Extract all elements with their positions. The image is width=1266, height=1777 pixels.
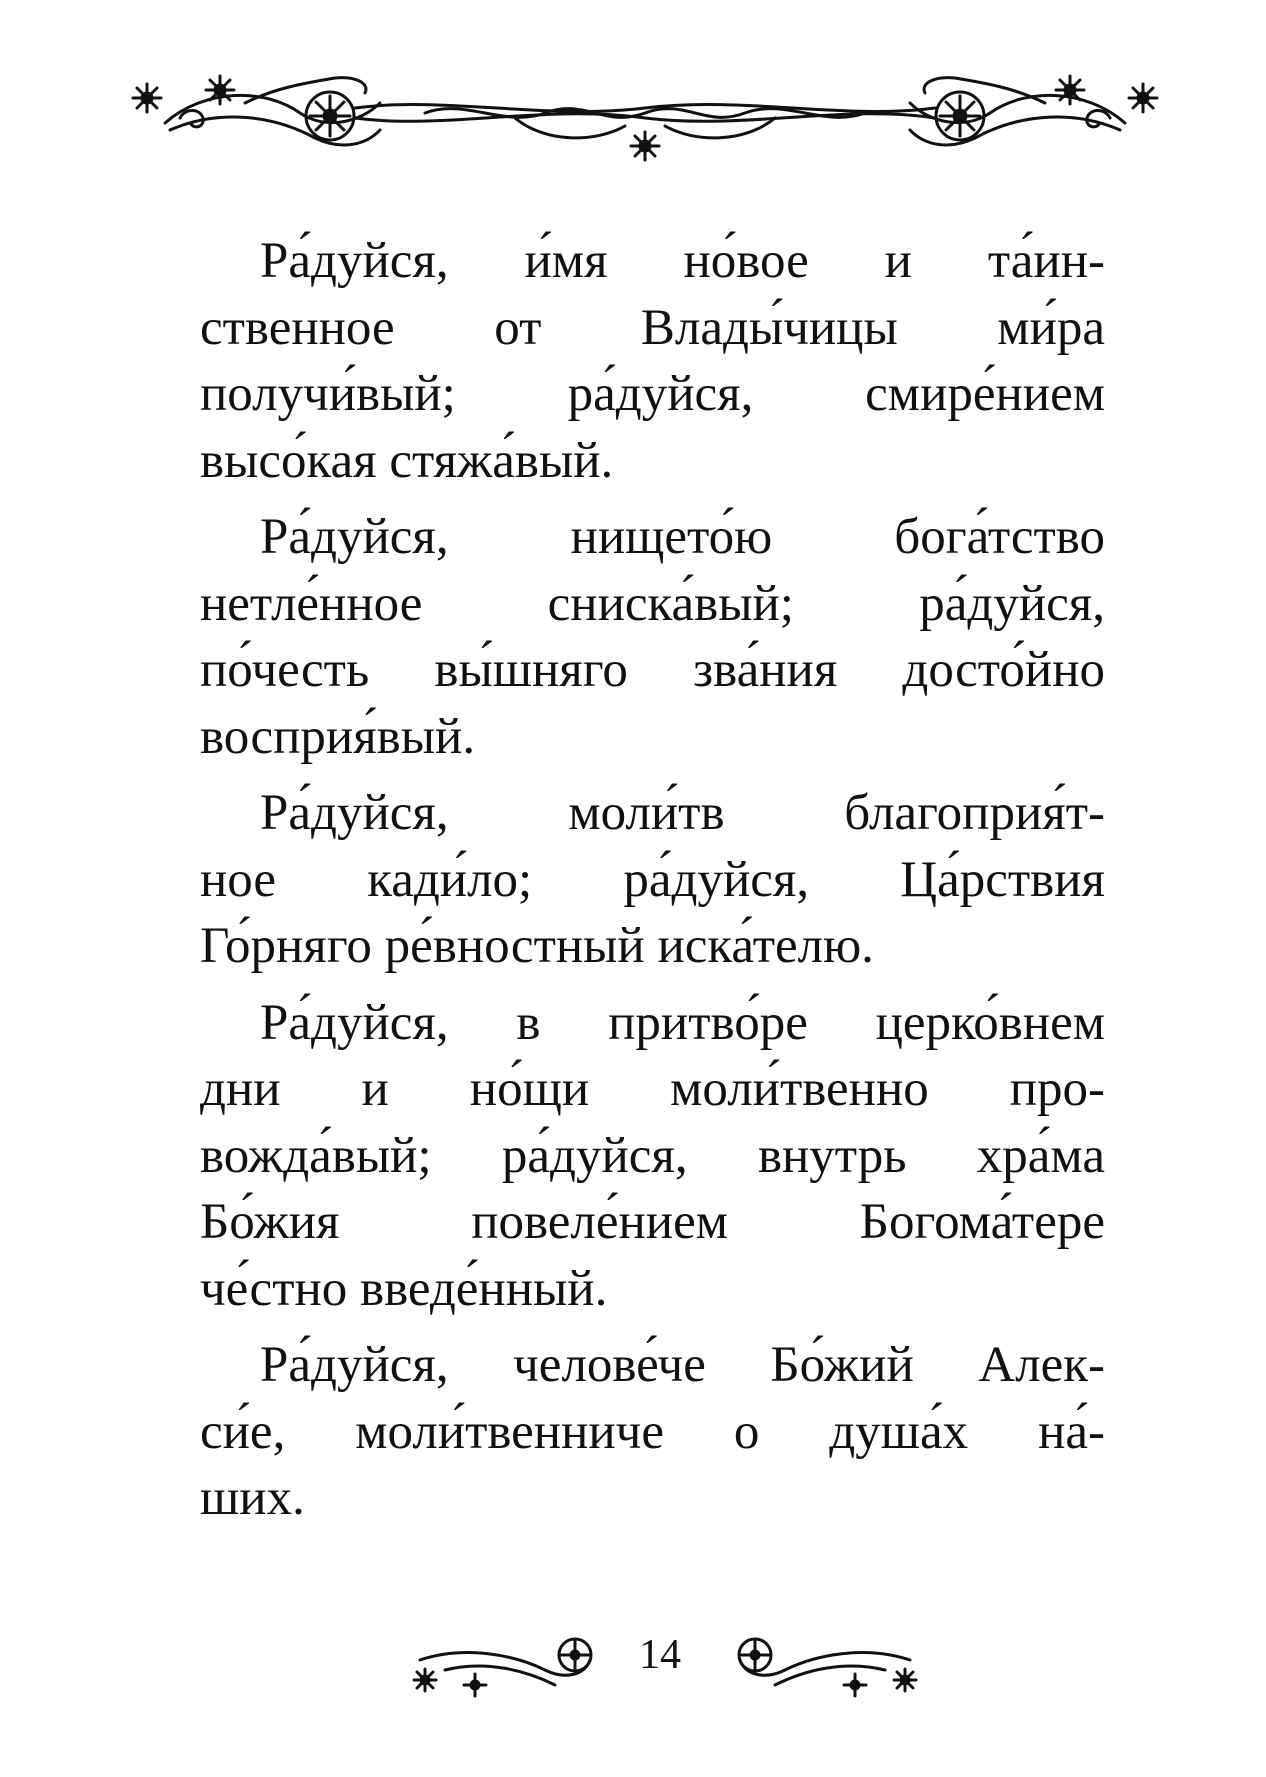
text-line: че́стно введе́нный.: [200, 1260, 608, 1317]
text-line: по́честь вы́шняго зва́ния досто́йно: [200, 642, 1105, 698]
text-line: дни и но́щи моли́твенно про-: [200, 1061, 1105, 1117]
rosette-icon: [936, 92, 984, 140]
text-line: Го́рняго ре́вностный иска́телю.: [200, 918, 874, 974]
paragraph: [200, 990, 1105, 1323]
text-line: Бо́жия повеле́нием Богома́тере: [200, 1194, 1105, 1250]
prayer-text: [200, 228, 1105, 1542]
text-line: получи́вый; ра́дуйся, смире́нием: [200, 366, 1105, 422]
text-line: си́е, моли́твенниче о душа́х на́-: [200, 1403, 1105, 1460]
rosette-icon: [739, 1639, 771, 1671]
paragraph: [200, 1332, 1105, 1532]
text-line: Ра́дуйся, в притво́ре церко́внем: [260, 994, 1105, 1051]
text-line: высо́кая стяжа́вый.: [200, 432, 614, 489]
flower-icon: [1129, 84, 1157, 112]
text-line: Ра́дуйся, моли́тв благоприя́т-: [260, 785, 1105, 841]
text-line: ших.: [200, 1470, 305, 1526]
flower-icon: [1056, 76, 1084, 104]
text-line: Ра́дуйся, и́мя но́вое и та́ин-: [260, 233, 1105, 289]
text-line: Ра́дуйся, челове́че Бо́жий Алек-: [260, 1337, 1105, 1393]
flower-icon: [414, 1669, 436, 1691]
header-ornament: [125, 68, 1165, 178]
text-line: нетле́нное сниска́вый; ра́дуйся,: [200, 575, 1105, 632]
flower-icon: [844, 1674, 866, 1696]
rosette-icon: [306, 92, 354, 140]
page-number: 14: [639, 1632, 681, 1678]
rosette-icon: [559, 1639, 591, 1671]
text-line: восприя́вый.: [200, 708, 476, 765]
paragraph: [200, 780, 1105, 980]
flower-icon: [133, 84, 161, 112]
text-line: ное кади́ло; ра́дуйся, Ца́рствия: [200, 851, 1105, 908]
flower-icon: [631, 132, 659, 160]
paragraph: [200, 228, 1105, 494]
flower-icon: [464, 1674, 486, 1696]
text-line: Ра́дуйся, нището́ю бога́тство: [260, 509, 1105, 565]
text-line: вожда́вый; ра́дуйся, внутрь хра́ма: [200, 1127, 1105, 1184]
text-line: ственное от Влады́чицы ми́ра: [200, 299, 1105, 356]
paragraph: [200, 504, 1105, 770]
flower-icon: [894, 1669, 916, 1691]
